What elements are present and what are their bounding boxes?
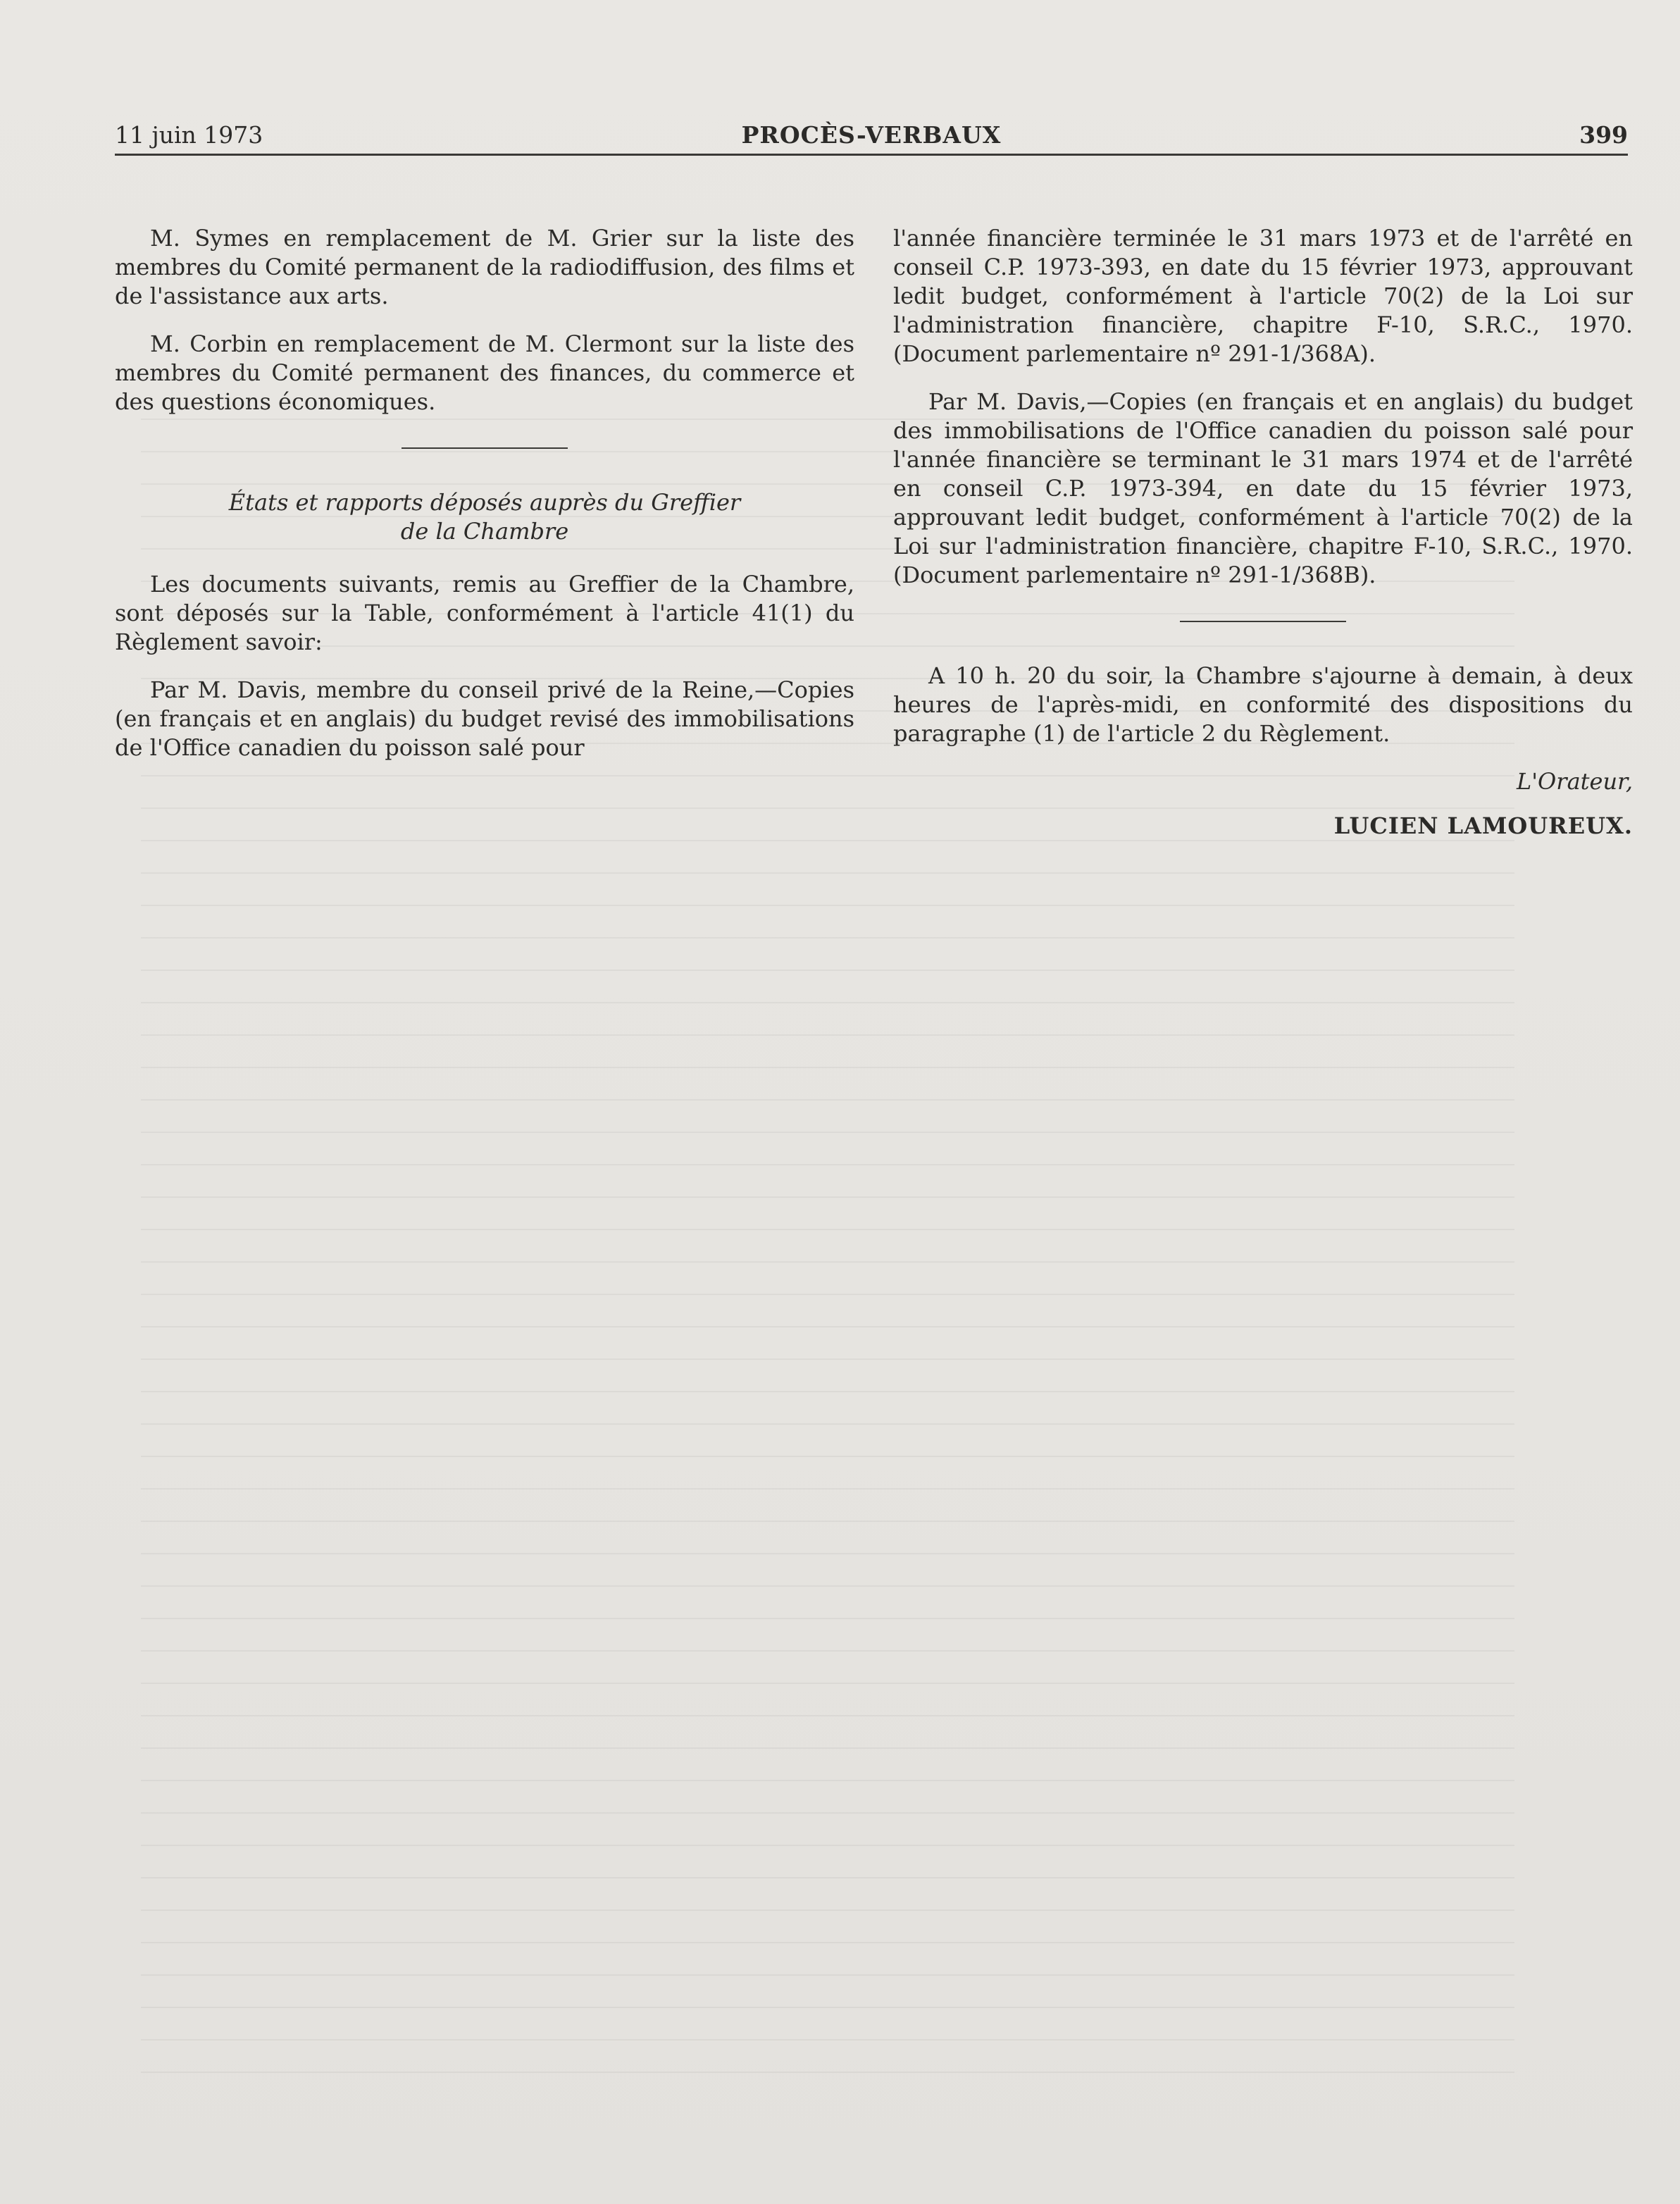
page-number: 399 — [1579, 121, 1628, 149]
signature-title: L'Orateur, — [1516, 768, 1633, 795]
paragraph-symes: M. Symes en remplacement de M. Grier sur la liste des membres du Comité permanent de la radiodiffusion, des films et de l'assistance aux arts. — [115, 225, 854, 309]
paragraph-adjournment: A 10 h. 20 du soir, la Chambre s'ajourne à demain, à deux heures de l'après-midi, en conformité des dispositions du paragraphe (1) de l'article 2 du Règlement. — [893, 662, 1633, 747]
paragraph-davis-2: Par M. Davis,—Copies (en français et en anglais) du budget des immobilisations de l'Office canadien du poisson salé pour l'année financière se terminant le 31 mars 1974 et de l'arrêté en conseil C.P. 1973-394, en date du 15 février 1973, approuvant ledit budget, conformément à l'article 70(2) de la Loi sur l'administration financière, chapitre F-10, S.R.C., 1970. (Document parlementaire nº 291-1/368B). — [893, 388, 1633, 588]
section-divider-2 — [1180, 621, 1346, 622]
page-header — [115, 121, 1628, 156]
paragraph-documents: Les documents suivants, remis au Greffier de la Chambre, sont déposés sur la Table, conformément à l'article 41(1) du Règlement savoir: — [115, 571, 854, 655]
paragraph-corbin: M. Corbin en remplacement de M. Clermont sur la liste des membres du Comité permanent des finances, du commerce et des questions économiques. — [115, 330, 854, 415]
signature-name: LUCIEN LAMOUREUX. — [1333, 812, 1633, 839]
paragraph-davis-1-continued: l'année financière terminée le 31 mars 1973 et de l'arrêté en conseil C.P. 1973-393, en date du 15 février 1973, approuvant ledit budget, conformément à l'article 70(2) de la Loi sur l'administration financière, chapitre F-10, S.R.C., 1970. (Document parlementaire nº 291-1/368A). — [893, 225, 1633, 367]
paragraph-davis-1: Par M. Davis, membre du conseil privé de la Reine,—Copies (en français et en anglais) du budget revisé des immobilisations de l'Office canadien du poisson salé pour — [115, 676, 854, 761]
right-column — [893, 224, 1633, 841]
section-heading-line1: États et rapports déposés auprès du Greffier — [228, 489, 741, 516]
left-column — [115, 224, 854, 781]
section-heading-line2: de la Chambre — [400, 518, 569, 545]
header-title: PROCÈS-VERBAUX — [741, 121, 1002, 149]
section-divider — [402, 447, 568, 449]
header-date: 11 juin 1973 — [115, 121, 263, 149]
section-heading — [115, 488, 854, 546]
